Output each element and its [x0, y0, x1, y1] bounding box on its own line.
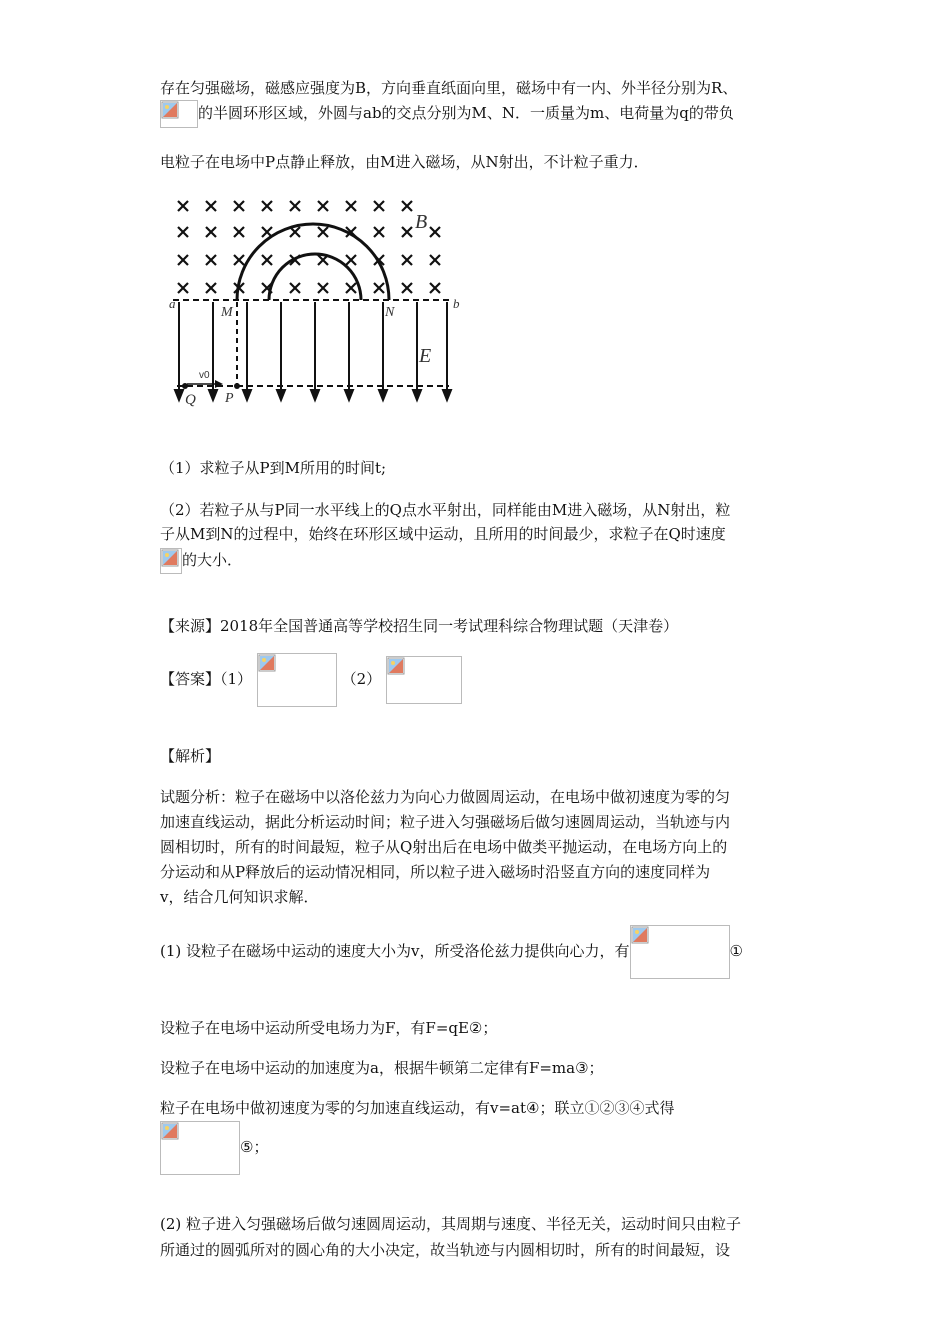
label-q: Q	[185, 392, 196, 408]
label-b: b	[453, 296, 460, 311]
field-arrow-head	[175, 390, 183, 400]
broken-image-icon	[160, 548, 182, 574]
field-arrow-head	[413, 390, 421, 400]
point-p	[234, 383, 240, 389]
field-arrow-head	[311, 390, 319, 400]
analysis-line-3: 圆相切时，所有的时间最短，粒子从Q射出后在电场中做类平抛运动，在电场方向上的	[160, 838, 728, 856]
question-2-line-2: 子从M到N的过程中，始终在环形区域中运动，且所用的时间最少，求粒子在Q时速度	[160, 525, 726, 543]
label-m: M	[221, 305, 233, 320]
solution-line-2: 设粒子在电场中运动所受电场力为F，有F=qE②；	[160, 1019, 498, 1037]
answer-2-image	[386, 656, 462, 704]
field-arrow-head	[379, 390, 387, 400]
solution-line-1	[160, 924, 743, 979]
magnetic-field-crosses	[178, 201, 440, 293]
intro-line-2	[160, 100, 734, 128]
solution-line-6: (2) 粒子进入匀强磁场后做匀速圆周运动，其周期与速度、半径无关，运动时间只由粒子	[160, 1215, 742, 1233]
field-arrow-head	[443, 390, 451, 400]
analysis-heading: 【解析】	[160, 747, 221, 765]
field-arrow-head	[345, 390, 353, 400]
answer-part-2: （2）	[341, 670, 382, 688]
label-e-field: E	[419, 345, 432, 367]
analysis-line-2: 加速直线运动，据此分析运动时间；粒子进入匀强磁场后做匀速圆周运动，当轨迹与内	[160, 813, 731, 831]
label-a: a	[169, 296, 176, 311]
answer-1-image	[257, 653, 337, 707]
answer-line	[160, 652, 462, 707]
solution-line-3: 设粒子在电场中运动的加速度为a，根据牛顿第二定律有F=ma③；	[160, 1059, 604, 1077]
question-1: （1）求粒子从P到M所用的时间t;	[160, 459, 387, 477]
outer-semicircle	[237, 224, 389, 300]
formula-5-image	[160, 1121, 240, 1175]
solution-line-5	[160, 1120, 268, 1175]
analysis-line-1: 试题分析：粒子在磁场中以洛伦兹力为向心力做圆周运动，在电场中做初速度为零的匀	[160, 788, 731, 806]
label-n: N	[385, 305, 395, 320]
intro-line-3: 电粒子在电场中P点静止释放，由M进入磁场，从N射出，不计粒子重力．	[160, 153, 649, 171]
question-2-line-3	[160, 548, 242, 574]
formula-5-mark: ⑤；	[240, 1138, 269, 1156]
analysis-line-4: 分运动和从P释放后的运动情况相同，所以粒子进入磁场时沿竖直方向的速度同样为	[160, 863, 711, 881]
label-b-field: B	[415, 211, 428, 233]
broken-image-icon	[160, 100, 198, 128]
label-p: P	[225, 391, 234, 406]
field-arrow-head	[277, 390, 285, 400]
field-arrow-head	[243, 390, 251, 400]
source-line: 【来源】2018年全国普通高等学校招生同一考试理科综合物理试题（天津卷）	[160, 617, 679, 635]
analysis-line-5: v，结合几何知识求解．	[160, 888, 319, 906]
solution-line-1-text: (1) 设粒子在磁场中运动的速度大小为v，所受洛伦兹力提供向心力，有	[160, 942, 630, 960]
formula-1-mark: ①	[729, 942, 743, 960]
physics-figure	[165, 190, 465, 412]
intro-line-2-text: 的半圆环形区域，外圆与ab的交点分别为M、N．一质量为m、电荷量为q的带负	[198, 104, 734, 122]
question-2-line-1: （2）若粒子从与P同一水平线上的Q点水平射出，同样能由M进入磁场，从N射出，粒	[160, 501, 731, 519]
field-arrow-head	[209, 390, 217, 400]
intro-line-1: 存在匀强磁场，磁感应强度为B，方向垂直纸面向里，磁场中有一内、外半径分别为R、	[160, 79, 738, 97]
question-2-line-3-text: 的大小．	[182, 551, 243, 569]
solution-line-7: 所通过的圆弧所对的圆心角的大小决定，故当轨迹与内圆相切时，所有的时间最短，设	[160, 1241, 731, 1259]
formula-1-image	[630, 925, 730, 979]
solution-line-4: 粒子在电场中做初速度为零的匀加速直线运动，有v=at④；联立①②③④式得	[160, 1099, 675, 1117]
answer-label: 【答案】（1）	[160, 670, 253, 688]
label-v0: v0	[199, 370, 210, 381]
